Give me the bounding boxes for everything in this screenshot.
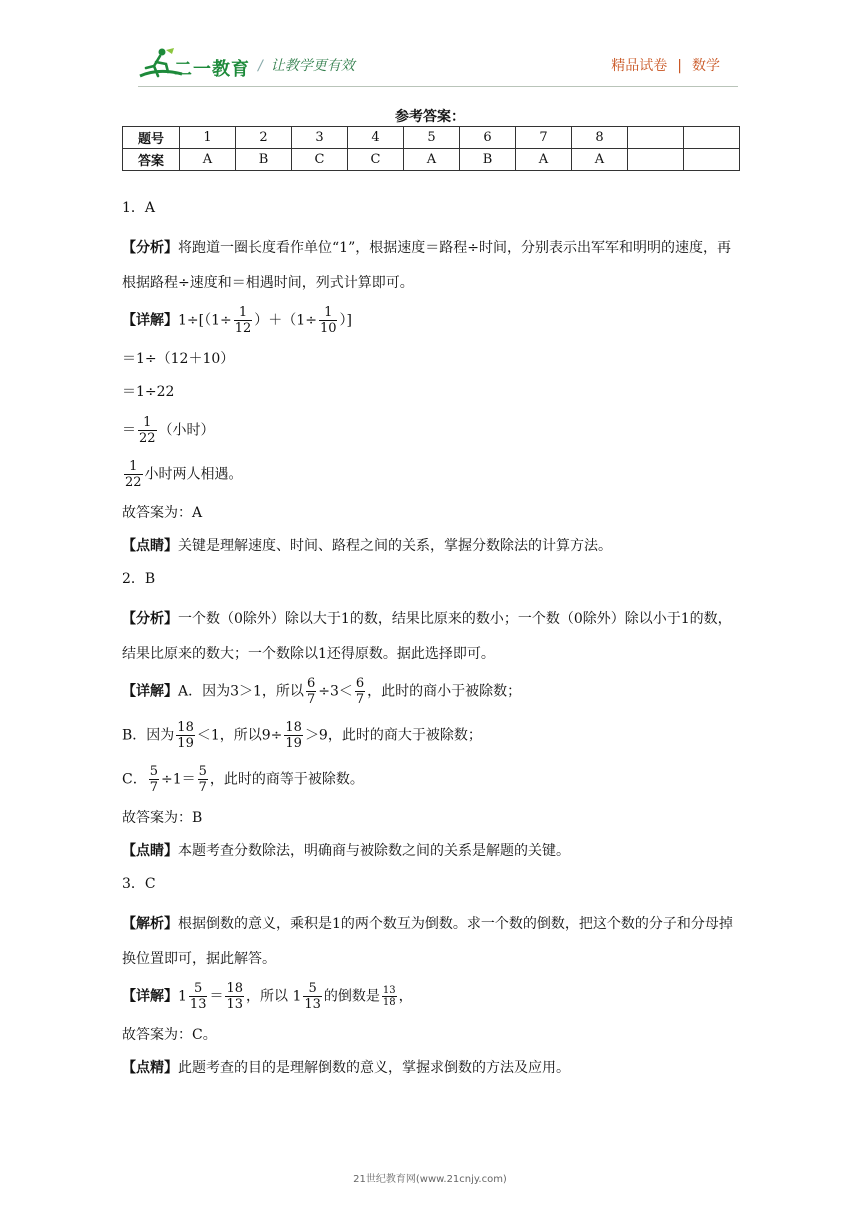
fraction-denominator: 22 bbox=[125, 475, 142, 490]
fraction bbox=[176, 720, 195, 751]
fraction-denominator: 19 bbox=[285, 736, 302, 751]
table-row bbox=[123, 127, 740, 149]
expr-text: ）＋（1÷ bbox=[254, 312, 317, 329]
q1-detail-5 bbox=[122, 459, 742, 490]
q1-head: 1．A bbox=[122, 200, 156, 216]
fraction-denominator: 19 bbox=[177, 736, 194, 751]
page-header bbox=[0, 0, 860, 100]
expr-text: ，所以 1 bbox=[246, 988, 302, 1005]
q2-tip bbox=[122, 841, 742, 861]
q1-tip bbox=[122, 536, 742, 556]
q2-answer: 故答案为：B bbox=[122, 810, 203, 826]
detail-tag: 【详解】 bbox=[122, 988, 178, 1005]
table-cell: 6 bbox=[460, 127, 516, 149]
fraction-numerator: 1 bbox=[124, 459, 143, 475]
q3-head: 3．C bbox=[122, 876, 156, 892]
fraction-numerator: 5 bbox=[149, 764, 158, 779]
fraction-numerator: 13 bbox=[382, 985, 396, 996]
fraction-denominator: 12 bbox=[234, 321, 252, 336]
fraction bbox=[382, 985, 397, 1008]
expr-text: ＝ bbox=[209, 988, 224, 1005]
analysis-tag: 【分析】 bbox=[122, 611, 178, 627]
expr-text: ＞9，此时的商大于被除数； bbox=[304, 727, 482, 744]
page-title: 参考答案： bbox=[395, 109, 465, 125]
q3-analysis bbox=[122, 907, 742, 977]
expr-text: A．因为3＞1，所以 bbox=[178, 683, 304, 700]
expr-text: ， bbox=[398, 988, 413, 1005]
expr-text: C． bbox=[122, 771, 147, 788]
analysis-text: 一个数（0除外）除以大于1的数，结果比原来的数小；一个数（0除外）除以小于1的数，结果比原来的数大；一个数除以1还得原数。据此选择即可。 bbox=[122, 611, 732, 662]
fraction-denominator: 7 bbox=[149, 780, 158, 795]
q2-head: 2．B bbox=[122, 571, 156, 587]
table-cell: A bbox=[516, 149, 572, 171]
fraction-numerator: 18 bbox=[177, 720, 194, 735]
q2-detail-b bbox=[122, 720, 742, 751]
table-cell: 1 bbox=[180, 127, 236, 149]
answer-table bbox=[122, 126, 740, 171]
fraction-numerator: 1 bbox=[138, 415, 157, 431]
fraction-numerator: 1 bbox=[234, 305, 253, 321]
q1-detail-2: ＝1÷（12＋10） bbox=[122, 351, 235, 367]
row-label: 答案 bbox=[123, 149, 180, 171]
table-cell: B bbox=[460, 149, 516, 171]
tip-text: 此题考查的目的是理解倒数的意义，掌握求倒数的方法及应用。 bbox=[178, 1060, 570, 1076]
fraction bbox=[284, 720, 303, 751]
expr-text: 的倒数是 bbox=[323, 988, 380, 1005]
analysis-tag: 【分析】 bbox=[122, 240, 178, 256]
detail-tag: 【详解】 bbox=[122, 312, 178, 329]
table-cell: 4 bbox=[348, 127, 404, 149]
analysis-text: 将跑道一圈长度看作单位“1”，根据速度＝路程÷时间，分别表示出军军和明明的速度，再根据路程÷速度和＝相遇时间，列式计算即可。 bbox=[122, 240, 731, 291]
fraction-denominator: 22 bbox=[139, 431, 156, 446]
header-divider bbox=[138, 86, 738, 87]
fraction-denominator: 7 bbox=[306, 692, 316, 707]
expr-text: ）] bbox=[339, 312, 352, 329]
expr-text: ，此时的商小于被除数； bbox=[367, 683, 522, 700]
table-cell: B bbox=[236, 149, 292, 171]
fraction-numerator: 6 bbox=[306, 676, 316, 691]
expr-text: 小时两人相遇。 bbox=[144, 466, 243, 483]
table-cell: 7 bbox=[516, 127, 572, 149]
brand-right: 数学 bbox=[692, 58, 720, 74]
expr-text: 1÷[（1÷ bbox=[178, 312, 232, 329]
fraction-denominator: 13 bbox=[304, 997, 321, 1012]
q1-answer: 故答案为：A bbox=[122, 505, 203, 521]
fraction-denominator: 13 bbox=[189, 997, 207, 1012]
fraction-denominator: 10 bbox=[319, 321, 337, 336]
fraction-denominator: 13 bbox=[226, 997, 244, 1012]
logo-text: 二一教育 bbox=[174, 59, 250, 80]
tip-text: 本题考查分数除法，明确商与被除数之间的关系是解题的关键。 bbox=[178, 843, 570, 859]
solutions bbox=[122, 198, 742, 1091]
table-cell: 2 bbox=[236, 127, 292, 149]
fraction bbox=[319, 305, 338, 336]
tip-tag: 【点睛】 bbox=[122, 538, 178, 554]
expr-text: ，此时的商等于被除数。 bbox=[209, 771, 364, 788]
expr-text: ＝ bbox=[122, 422, 136, 439]
brand-sep: | bbox=[677, 58, 682, 74]
q2-detail-a bbox=[122, 676, 742, 707]
fraction bbox=[306, 676, 316, 707]
expr-text: B．因为 bbox=[122, 727, 175, 744]
fraction bbox=[149, 764, 159, 795]
expr-text: （小时） bbox=[158, 422, 215, 439]
fraction bbox=[225, 981, 244, 1012]
fraction bbox=[189, 981, 208, 1012]
fraction bbox=[198, 764, 208, 795]
table-cell bbox=[628, 127, 684, 149]
tip-tag: 【点精】 bbox=[122, 1060, 178, 1076]
q3-tip bbox=[122, 1058, 742, 1078]
expr-text: ＜1，所以9÷ bbox=[196, 727, 283, 744]
table-cell bbox=[628, 149, 684, 171]
q2-detail-c bbox=[122, 764, 742, 795]
fraction-numerator: 6 bbox=[355, 676, 365, 691]
slogan-text: 让教学更有效 bbox=[270, 58, 355, 74]
table-cell: 5 bbox=[404, 127, 460, 149]
q1-detail-4 bbox=[122, 415, 742, 446]
fraction-numerator: 5 bbox=[198, 764, 207, 779]
table-row bbox=[123, 149, 740, 171]
detail-tag: 【详解】 bbox=[122, 683, 178, 700]
slogan: / 让教学更有效 bbox=[258, 58, 355, 74]
fraction bbox=[138, 415, 157, 446]
fraction bbox=[355, 676, 365, 707]
fraction-numerator: 18 bbox=[285, 720, 302, 735]
expr-text: 1 bbox=[178, 988, 187, 1005]
q3-answer: 故答案为：C。 bbox=[122, 1027, 217, 1043]
fraction-denominator: 7 bbox=[355, 692, 365, 707]
q1-detail-3: ＝1÷22 bbox=[122, 384, 175, 400]
fraction bbox=[234, 305, 253, 336]
tip-text: 关键是理解速度、时间、路程之间的关系，掌握分数除法的计算方法。 bbox=[178, 538, 612, 554]
brand-left: 精品试卷 bbox=[611, 58, 668, 74]
tip-tag: 【点睛】 bbox=[122, 843, 178, 859]
analysis-text: 根据倒数的意义，乘积是1的两个数互为倒数。求一个数的倒数，把这个数的分子和分母掉换位置即可，据此解答。 bbox=[122, 916, 733, 967]
fraction-numerator: 18 bbox=[226, 981, 244, 996]
fraction bbox=[124, 459, 143, 490]
fraction-numerator: 5 bbox=[189, 981, 208, 997]
table-cell: C bbox=[292, 149, 348, 171]
analysis-tag: 【解析】 bbox=[122, 916, 178, 932]
table-cell: A bbox=[404, 149, 460, 171]
fraction-numerator: 1 bbox=[319, 305, 338, 321]
table-cell: 3 bbox=[292, 127, 348, 149]
table-cell bbox=[684, 149, 740, 171]
q2-analysis bbox=[122, 602, 742, 672]
table-cell: A bbox=[572, 149, 628, 171]
row-label: 题号 bbox=[123, 127, 180, 149]
table-cell: 8 bbox=[572, 127, 628, 149]
expr-text: ÷3＜ bbox=[318, 683, 353, 700]
table-cell bbox=[684, 127, 740, 149]
q1-detail-1 bbox=[122, 305, 742, 336]
page-footer: 21世纪教育网(www.21cnjy.com) bbox=[353, 1174, 507, 1185]
brand-label bbox=[611, 55, 720, 75]
fraction bbox=[303, 981, 322, 1012]
fraction-denominator: 7 bbox=[198, 780, 207, 795]
table-cell: C bbox=[348, 149, 404, 171]
fraction-numerator: 5 bbox=[303, 981, 322, 997]
table-cell: A bbox=[180, 149, 236, 171]
q1-analysis bbox=[122, 231, 742, 301]
q3-detail bbox=[122, 981, 742, 1012]
expr-text: ÷1＝ bbox=[161, 771, 196, 788]
fraction-denominator: 18 bbox=[382, 997, 396, 1008]
